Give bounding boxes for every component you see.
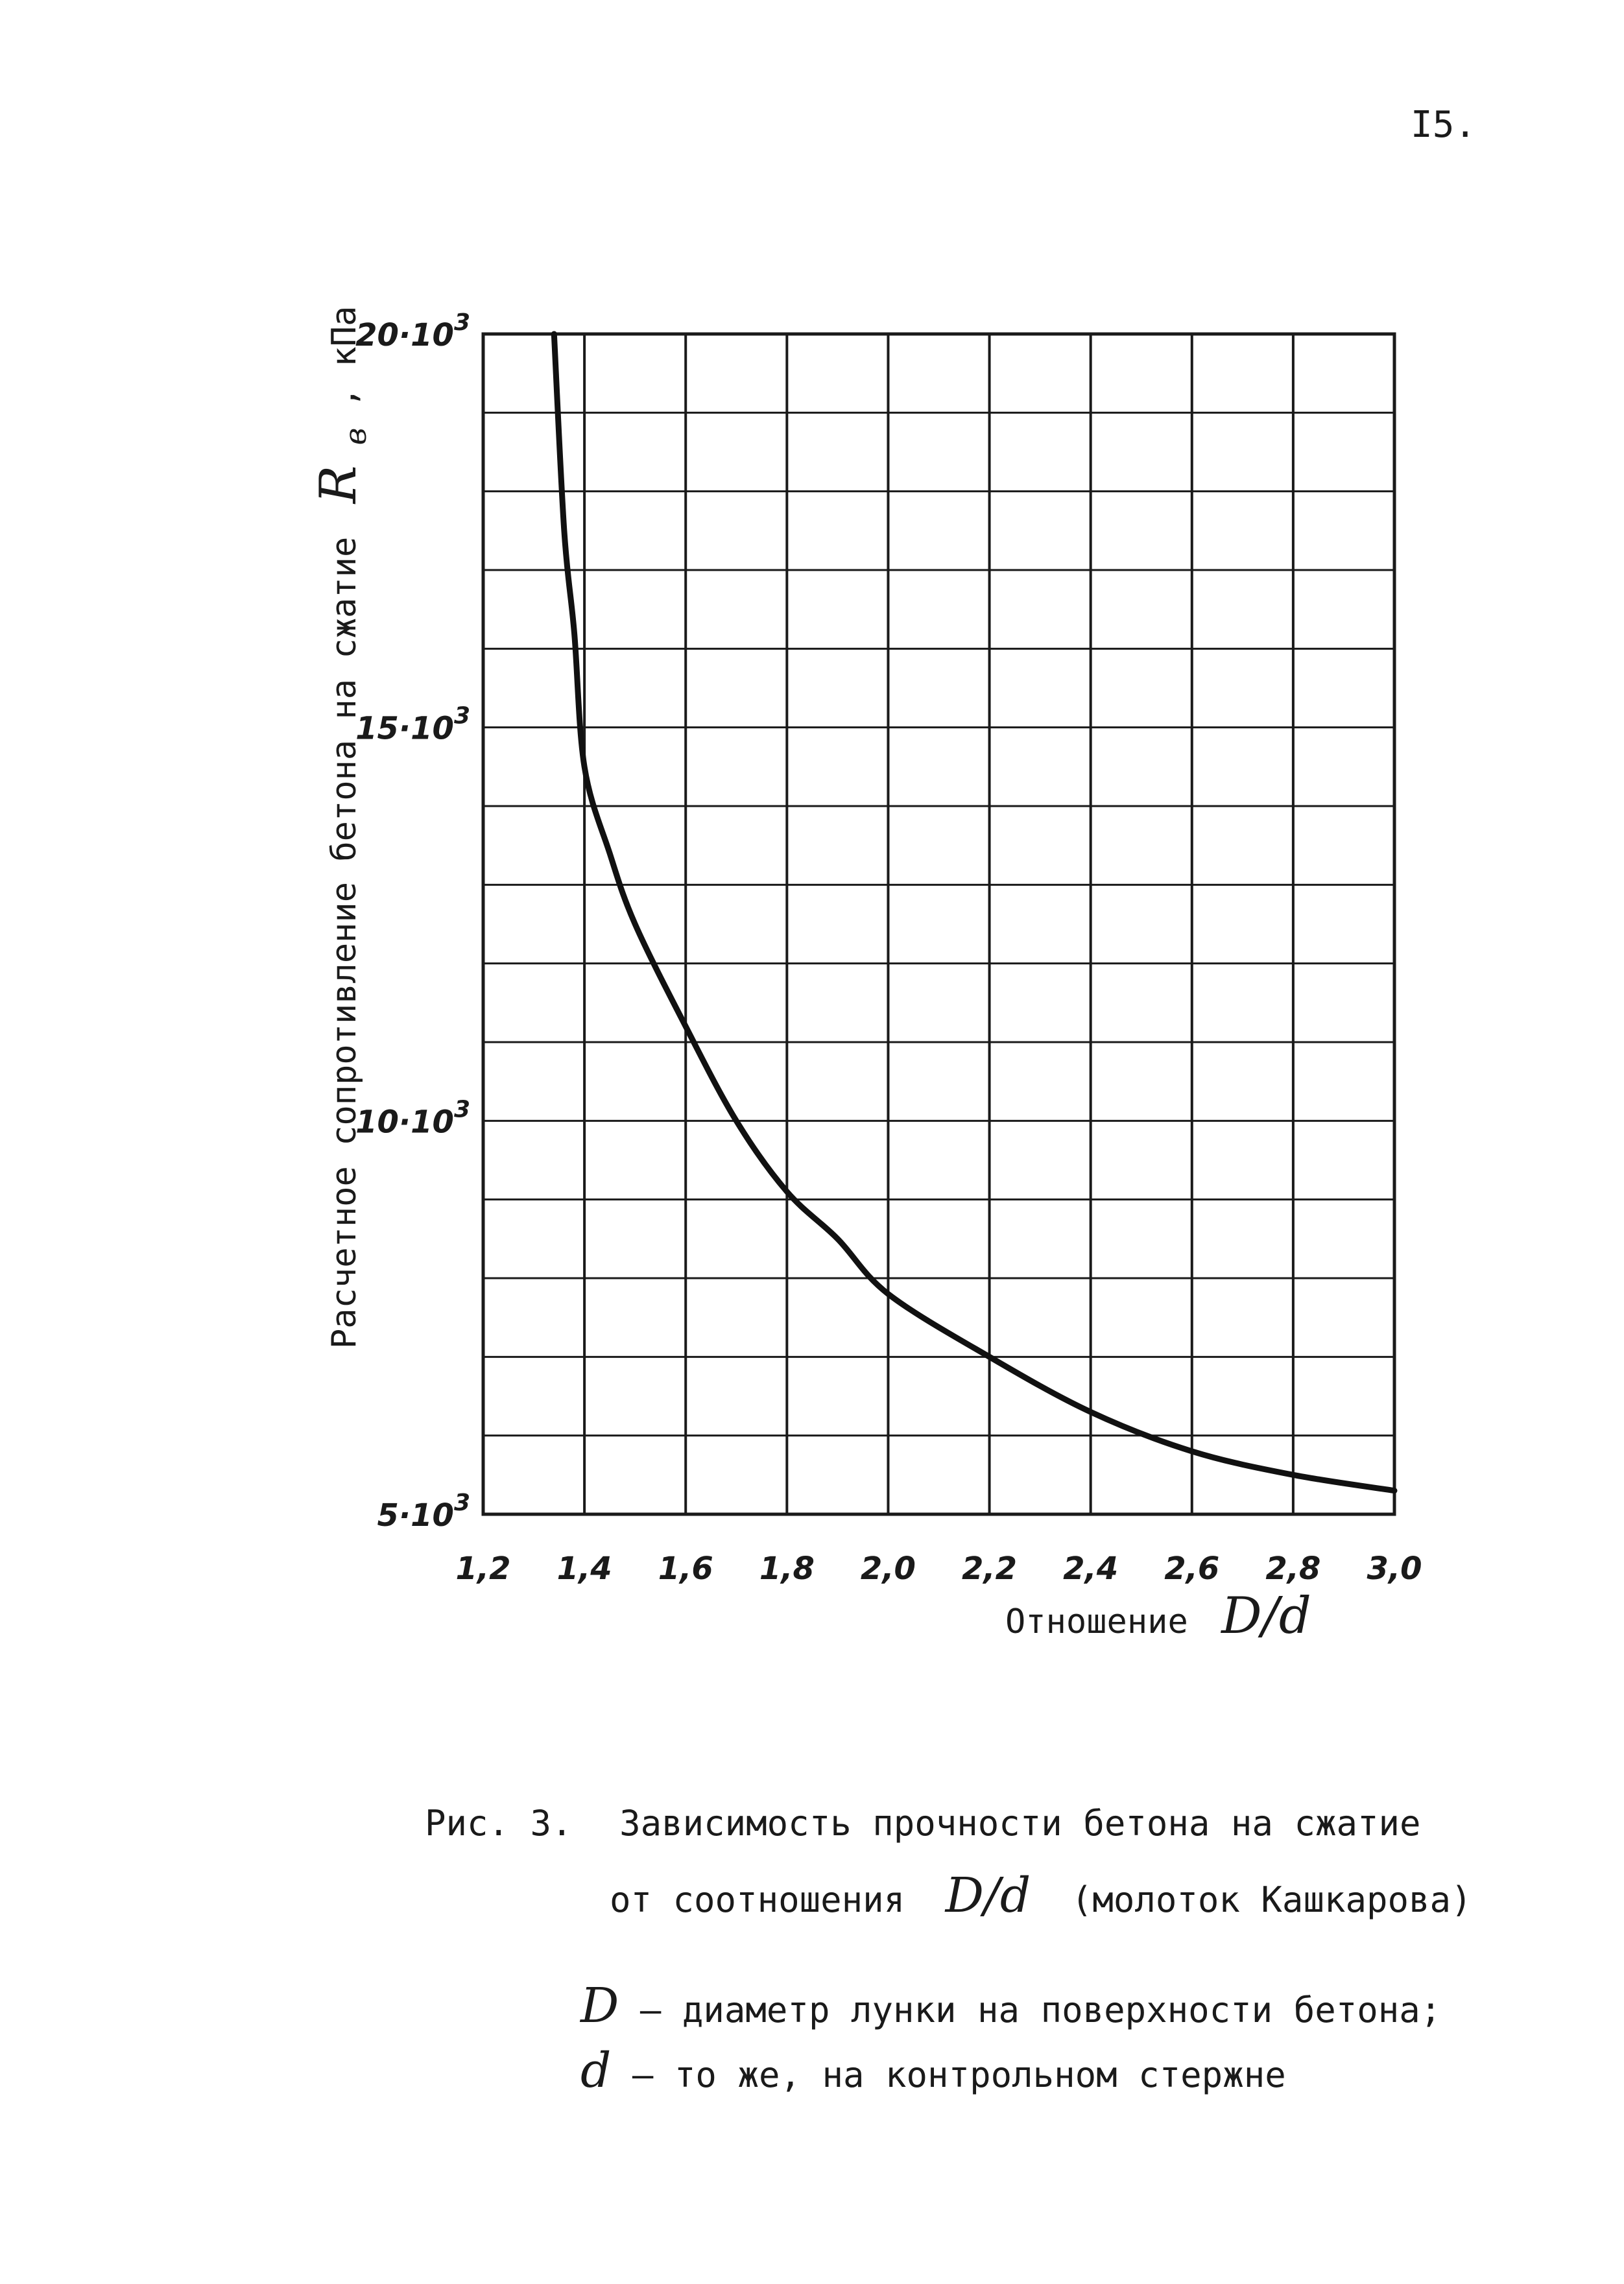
- y-axis-subscript: в: [338, 427, 373, 446]
- grid: [483, 334, 1394, 1514]
- x-tick-label: 1,4: [556, 1551, 612, 1587]
- y-tick-labels: [355, 309, 470, 1534]
- y-tick-exponent: 3: [453, 1096, 470, 1123]
- x-tick-label: 1,2: [455, 1551, 511, 1587]
- y-tick-exponent: 3: [453, 309, 470, 336]
- y-tick-exponent: 3: [453, 1490, 470, 1516]
- y-tick-base: 20·10: [355, 317, 454, 353]
- caption-line-1: [425, 1803, 1421, 1844]
- caption-line-2: от соотношения D/d (молоток Кашкарова): [610, 1868, 1472, 1923]
- y-tick-label: [377, 1490, 471, 1534]
- page-number: I5.: [1411, 104, 1477, 146]
- x-axis-symbol: D/d: [1221, 1587, 1311, 1645]
- x-tick-label: 2,4: [1063, 1551, 1119, 1587]
- x-tick-label: 3,0: [1367, 1551, 1422, 1587]
- x-tick-label: 2,0: [860, 1551, 916, 1587]
- y-tick-base: 15·10: [355, 710, 454, 747]
- y-tick-label: [355, 1096, 470, 1140]
- series-curve: [554, 334, 1394, 1491]
- legend-symbol-D: D: [580, 1978, 619, 2034]
- y-axis-label: Расчетное сопротивление бетона на сжатие R в , кПа: [309, 305, 373, 1349]
- x-tick-label: 2,6: [1164, 1551, 1220, 1587]
- y-tick-base: 5·10: [377, 1497, 454, 1534]
- x-tick-label: 2,8: [1265, 1551, 1321, 1587]
- y-tick-label: [355, 703, 470, 747]
- legend-text-d: – то же, на контрольном стержне: [632, 2054, 1286, 2095]
- x-tick-label: 1,6: [658, 1551, 713, 1587]
- x-tick-label: 1,8: [759, 1551, 815, 1587]
- legend-text-D: – диаметр лунки на поверхности бетона;: [639, 1990, 1442, 2030]
- y-tick-label: [355, 309, 470, 353]
- y-axis-unit: , кПа: [325, 305, 364, 408]
- legend-item-D: [580, 1978, 1441, 2034]
- legend-item-d: [580, 2043, 1286, 2099]
- x-axis-label: Отношение D/d: [1005, 1587, 1311, 1645]
- x-tick-labels: [455, 1551, 1422, 1587]
- caption-symbol: D/d: [945, 1868, 1031, 1923]
- legend-symbol-d: d: [580, 2043, 612, 2099]
- caption-prefix: Рис. 3.: [425, 1803, 573, 1844]
- y-tick-base: 10·10: [355, 1104, 454, 1141]
- y-axis-symbol: R: [309, 465, 368, 504]
- plot-frame: [483, 334, 1394, 1514]
- x-tick-label: 2,2: [962, 1551, 1018, 1587]
- caption-title: Зависимость прочности бетона на сжатие: [619, 1803, 1421, 1844]
- y-tick-exponent: 3: [453, 702, 470, 730]
